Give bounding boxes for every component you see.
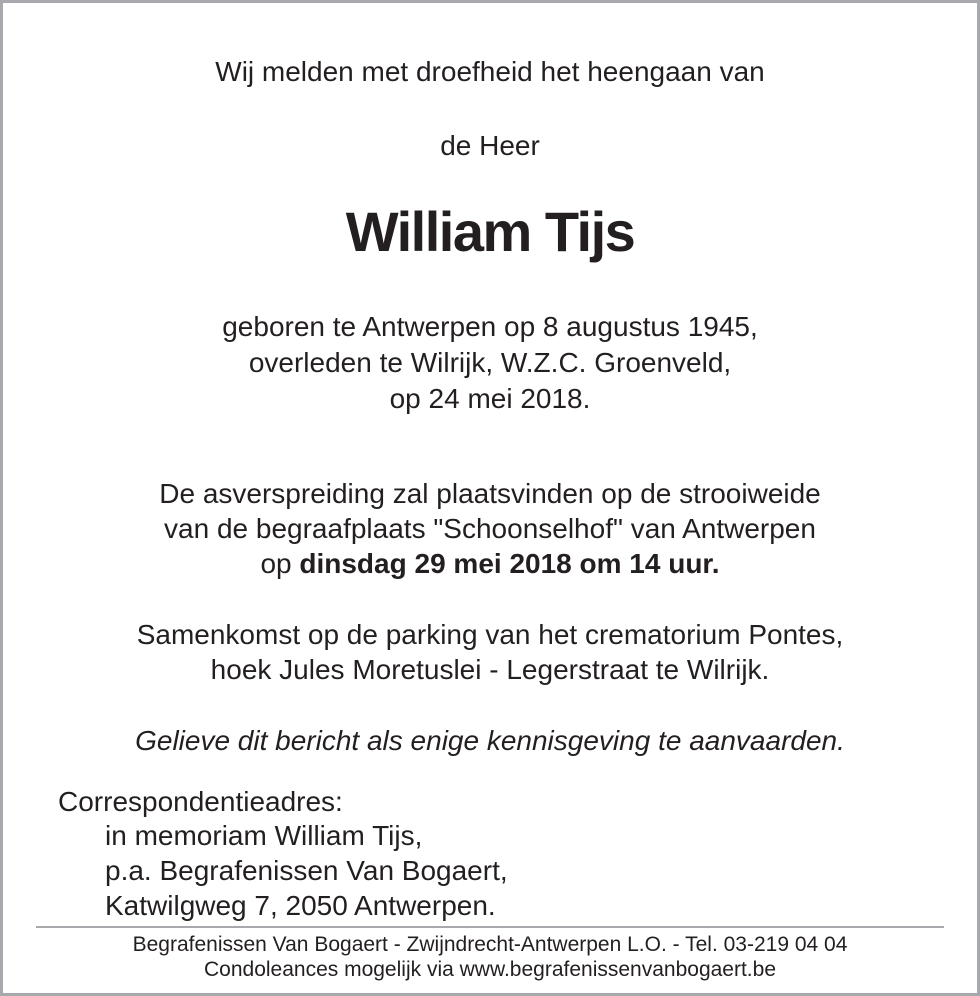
- correspondence-label: Correspondentieadres:: [58, 786, 343, 817]
- notice-text: Gelieve dit bericht als enige kennisgeving te aanvaarden.: [135, 725, 845, 756]
- gathering-line-1: Samenkomst op de parking van het crematorium Pontes,: [136, 619, 844, 650]
- death-date-line: op 24 mei 2018.: [389, 383, 591, 414]
- footer-website: Condoleances mogelijk via www.begrafenissenvanbogaert.be: [203, 958, 776, 981]
- intro-text: Wij melden met droefheid het heengaan van: [215, 56, 765, 87]
- correspondence-line: in memoriam William Tijs,: [105, 820, 423, 851]
- footer-divider: [36, 926, 944, 928]
- born-line: geboren te Antwerpen op 8 augustus 1945,: [222, 311, 758, 342]
- deceased-name: William Tijs: [345, 200, 635, 263]
- ceremony-date-prefix: op: [260, 548, 292, 579]
- ceremony-date: dinsdag 29 mei 2018 om 14 uur.: [299, 548, 720, 579]
- title-prefix: de Heer: [440, 130, 540, 161]
- correspondence-line: p.a. Begrafenissen Van Bogaert,: [105, 855, 508, 886]
- footer-contact: Begrafenissen Van Bogaert - Zwijndrecht-Antwerpen L.O. - Tel. 03-219 04 04: [132, 933, 848, 956]
- correspondence-line: Katwilgweg 7, 2050 Antwerpen.: [105, 890, 496, 921]
- ceremony-line-3: [0, 547, 980, 581]
- gathering-line-2: hoek Jules Moretuslei - Legerstraat te Wilrijk.: [210, 654, 770, 685]
- ceremony-line-2: van de begraafplaats "Schoonselhof" van Antwerpen: [164, 513, 816, 544]
- died-line: overleden te Wilrijk, W.Z.C. Groenveld,: [248, 347, 732, 378]
- ceremony-line-1: De asverspreiding zal plaatsvinden op de strooiweide: [159, 478, 821, 509]
